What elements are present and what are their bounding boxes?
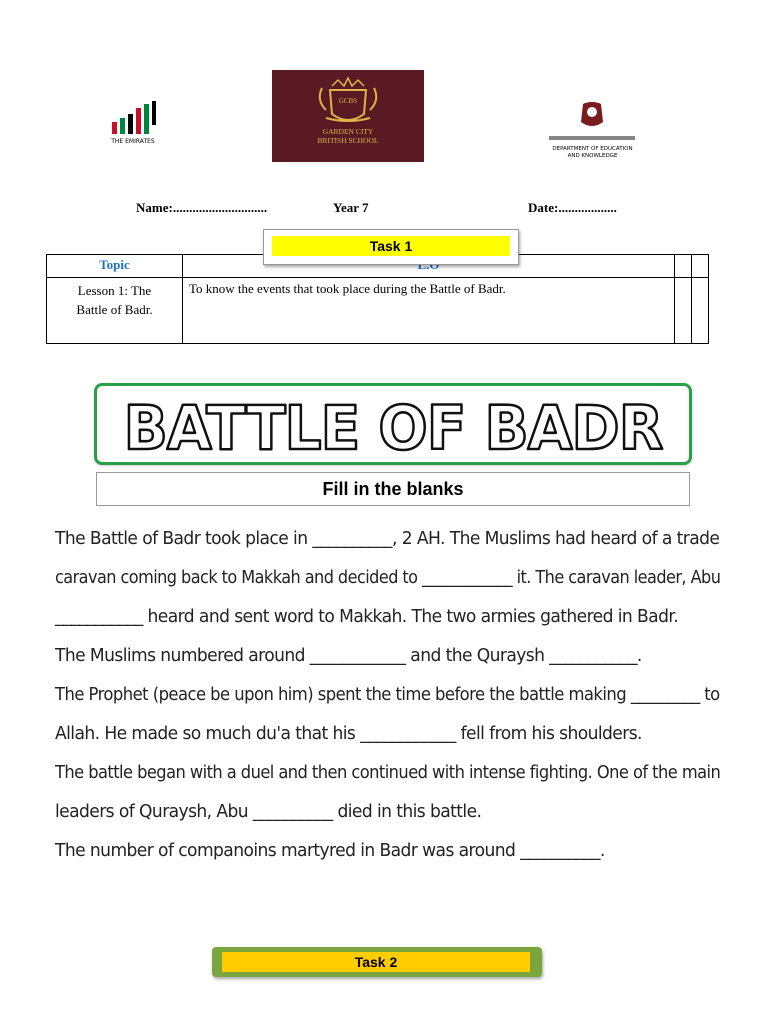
emirates-logo-text: THE EMIRATES — [111, 138, 155, 145]
passage-line: Allah. He made so much du'a that his ____________ fell from his shoulders. — [55, 724, 642, 744]
self-assessment-cell-1[interactable] — [675, 278, 692, 344]
school-crest-text: GCBS — [338, 97, 358, 105]
task1-label: Task 1 — [272, 236, 510, 256]
department-logo — [545, 100, 640, 165]
year-label: Year 7 — [333, 200, 369, 215]
date-field[interactable]: Date:.................. — [528, 200, 617, 215]
emirates-mark-icon — [100, 100, 195, 160]
lesson-objective-table — [46, 254, 709, 344]
instruction-heading: Fill in the blanks — [96, 472, 690, 506]
passage-line: caravan coming back to Makkah and decided to ____________ it. The caravan leader, Abu — [55, 568, 721, 588]
passage-line: The Muslims numbered around ____________ and the Quraysh ___________. — [55, 646, 642, 666]
task1-box — [263, 229, 519, 265]
topic-header: Topic — [47, 255, 183, 278]
banner-title: BATTLE OF BADR — [123, 393, 663, 462]
passage-line: The Prophet (peace be upon him) spent the time before the battle making _________ to — [55, 685, 720, 705]
passage-line: The Battle of Badr took place in __________, 2 AH. The Muslims had heard of a trade — [55, 529, 720, 549]
fill-in-passage — [55, 520, 735, 871]
check-column-1[interactable] — [675, 255, 692, 278]
passage-line: The number of companoins martyred in Badr was around __________. — [55, 841, 605, 861]
objective-cell: To know the events that took place during the Battle of Badr. — [183, 278, 675, 344]
name-field[interactable]: Name:............................. — [136, 200, 268, 215]
title-banner — [94, 383, 692, 465]
task2-label: Task 2 — [222, 952, 530, 972]
passage-line: The battle began with a duel and then continued with intense fighting. One of the main — [55, 763, 721, 783]
passage-line: ___________ heard and sent word to Makkah. The two armies gathered in Badr. — [55, 607, 679, 627]
topic-line1: Lesson 1: The — [77, 283, 152, 298]
department-name-line1: DEPARTMENT OF EDUCATION — [552, 146, 633, 152]
school-name-line2: BRITISH SCHOOL — [317, 136, 379, 145]
self-assessment-cell-2[interactable] — [692, 278, 709, 344]
school-crest-icon — [272, 70, 424, 162]
passage-line: leaders of Quraysh, Abu __________ died in this battle. — [55, 802, 482, 822]
emirates-logo — [100, 100, 195, 160]
table-row — [47, 278, 709, 344]
school-name-line1: GARDEN CITY — [322, 127, 374, 136]
task2-box — [212, 947, 542, 977]
department-name-line2: AND KNOWLEDGE — [567, 153, 618, 159]
check-column-2[interactable] — [692, 255, 709, 278]
school-logo — [272, 70, 424, 162]
topic-cell — [47, 278, 183, 344]
topic-line2: Battle of Badr. — [76, 302, 153, 317]
banner-title-svg — [97, 386, 689, 462]
